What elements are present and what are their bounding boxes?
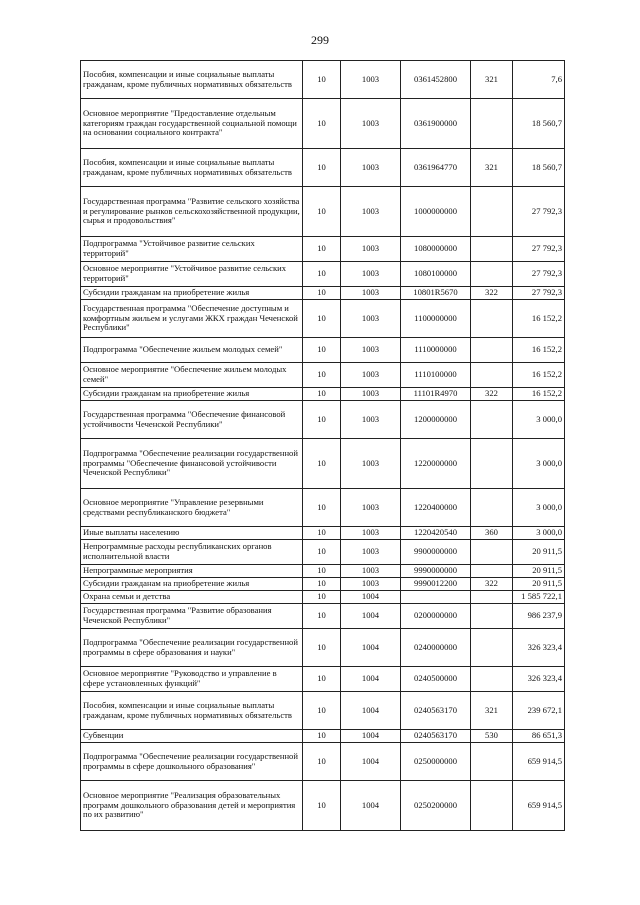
target-article-cell: 9990000000 bbox=[401, 565, 471, 578]
section-code-cell: 10 bbox=[303, 591, 341, 604]
target-article-cell: 9990012200 bbox=[401, 578, 471, 591]
table-row bbox=[81, 692, 565, 730]
expense-type-cell bbox=[471, 99, 513, 149]
expense-type-cell: 321 bbox=[471, 61, 513, 99]
target-article-cell: 11101R4970 bbox=[401, 388, 471, 401]
amount-cell: 27 792,3 bbox=[513, 262, 565, 287]
expense-type-cell bbox=[471, 401, 513, 439]
subsection-code-cell: 1004 bbox=[341, 629, 401, 667]
section-code-cell: 10 bbox=[303, 565, 341, 578]
amount-cell: 239 672,1 bbox=[513, 692, 565, 730]
section-code-cell: 10 bbox=[303, 604, 341, 629]
target-article-cell: 1220400000 bbox=[401, 489, 471, 527]
item-name-cell: Субсидии гражданам на приобретение жилья bbox=[81, 578, 303, 591]
table-row bbox=[81, 591, 565, 604]
expense-type-cell: 530 bbox=[471, 730, 513, 743]
subsection-code-cell: 1003 bbox=[341, 401, 401, 439]
table-row bbox=[81, 578, 565, 591]
table-row bbox=[81, 489, 565, 527]
subsection-code-cell: 1003 bbox=[341, 187, 401, 237]
expense-type-cell bbox=[471, 743, 513, 781]
expense-type-cell bbox=[471, 439, 513, 489]
amount-cell: 3 000,0 bbox=[513, 439, 565, 489]
section-code-cell: 10 bbox=[303, 187, 341, 237]
target-article-cell: 0240563170 bbox=[401, 730, 471, 743]
amount-cell: 326 323,4 bbox=[513, 629, 565, 667]
target-article-cell: 1220420540 bbox=[401, 527, 471, 540]
section-code-cell: 10 bbox=[303, 401, 341, 439]
amount-cell: 20 911,5 bbox=[513, 565, 565, 578]
section-code-cell: 10 bbox=[303, 300, 341, 338]
item-name-cell: Подпрограмма "Обеспечение жильем молодых семей" bbox=[81, 338, 303, 363]
section-code-cell: 10 bbox=[303, 99, 341, 149]
table-row bbox=[81, 388, 565, 401]
amount-cell: 27 792,3 bbox=[513, 237, 565, 262]
expense-type-cell bbox=[471, 540, 513, 565]
target-article-cell: 0250200000 bbox=[401, 781, 471, 831]
section-code-cell: 10 bbox=[303, 667, 341, 692]
target-article-cell: 1080000000 bbox=[401, 237, 471, 262]
target-article-cell: 1000000000 bbox=[401, 187, 471, 237]
table-row bbox=[81, 565, 565, 578]
section-code-cell: 10 bbox=[303, 540, 341, 565]
expense-type-cell: 360 bbox=[471, 527, 513, 540]
target-article-cell: 1200000000 bbox=[401, 401, 471, 439]
amount-cell: 20 911,5 bbox=[513, 578, 565, 591]
table-row bbox=[81, 604, 565, 629]
item-name-cell: Подпрограмма "Обеспечение реализации государственной программы в сфере дошкольного образования" bbox=[81, 743, 303, 781]
table-row bbox=[81, 99, 565, 149]
section-code-cell: 10 bbox=[303, 149, 341, 187]
item-name-cell: Государственная программа "Обеспечение финансовой устойчивости Чеченской Республики" bbox=[81, 401, 303, 439]
item-name-cell: Субсидии гражданам на приобретение жилья bbox=[81, 287, 303, 300]
subsection-code-cell: 1004 bbox=[341, 730, 401, 743]
subsection-code-cell: 1004 bbox=[341, 591, 401, 604]
expense-type-cell bbox=[471, 667, 513, 692]
item-name-cell: Государственная программа "Развитие образования Чеченской Республики" bbox=[81, 604, 303, 629]
subsection-code-cell: 1003 bbox=[341, 99, 401, 149]
amount-cell: 16 152,2 bbox=[513, 300, 565, 338]
item-name-cell: Иные выплаты населению bbox=[81, 527, 303, 540]
subsection-code-cell: 1004 bbox=[341, 743, 401, 781]
subsection-code-cell: 1003 bbox=[341, 237, 401, 262]
subsection-code-cell: 1003 bbox=[341, 149, 401, 187]
table-row bbox=[81, 527, 565, 540]
section-code-cell: 10 bbox=[303, 338, 341, 363]
table-row bbox=[81, 149, 565, 187]
item-name-cell: Основное мероприятие "Устойчивое развитие сельских территорий" bbox=[81, 262, 303, 287]
amount-cell: 16 152,2 bbox=[513, 388, 565, 401]
subsection-code-cell: 1003 bbox=[341, 439, 401, 489]
expense-type-cell bbox=[471, 187, 513, 237]
item-name-cell: Государственная программа "Развитие сельского хозяйства и регулирование рынков сельскохозяйственной продукции, сырья и продовольствия" bbox=[81, 187, 303, 237]
table-row bbox=[81, 781, 565, 831]
target-article-cell: 0240563170 bbox=[401, 692, 471, 730]
page-number: 299 bbox=[311, 33, 329, 47]
target-article-cell: 1110100000 bbox=[401, 363, 471, 388]
subsection-code-cell: 1003 bbox=[341, 565, 401, 578]
subsection-code-cell: 1003 bbox=[341, 540, 401, 565]
target-article-cell bbox=[401, 591, 471, 604]
amount-cell: 3 000,0 bbox=[513, 489, 565, 527]
section-code-cell: 10 bbox=[303, 743, 341, 781]
amount-cell: 16 152,2 bbox=[513, 338, 565, 363]
section-code-cell: 10 bbox=[303, 363, 341, 388]
subsection-code-cell: 1003 bbox=[341, 527, 401, 540]
expense-type-cell: 322 bbox=[471, 287, 513, 300]
subsection-code-cell: 1003 bbox=[341, 61, 401, 99]
section-code-cell: 10 bbox=[303, 730, 341, 743]
table-row bbox=[81, 730, 565, 743]
section-code-cell: 10 bbox=[303, 237, 341, 262]
amount-cell: 86 651,3 bbox=[513, 730, 565, 743]
amount-cell: 7,6 bbox=[513, 61, 565, 99]
item-name-cell: Государственная программа "Обеспечение доступным и комфортным жильем и услугами ЖКХ граждан Чеченской Республики" bbox=[81, 300, 303, 338]
section-code-cell: 10 bbox=[303, 578, 341, 591]
table-row bbox=[81, 439, 565, 489]
item-name-cell: Охрана семьи и детства bbox=[81, 591, 303, 604]
amount-cell: 1 585 722,1 bbox=[513, 591, 565, 604]
expense-type-cell bbox=[471, 338, 513, 363]
subsection-code-cell: 1003 bbox=[341, 287, 401, 300]
expense-type-cell bbox=[471, 781, 513, 831]
target-article-cell: 0361900000 bbox=[401, 99, 471, 149]
expense-type-cell: 321 bbox=[471, 692, 513, 730]
subsection-code-cell: 1003 bbox=[341, 489, 401, 527]
table-row bbox=[81, 667, 565, 692]
table-row bbox=[81, 629, 565, 667]
item-name-cell: Основное мероприятие "Руководство и управление в сфере установленных функций" bbox=[81, 667, 303, 692]
item-name-cell: Подпрограмма "Обеспечение реализации государственной программы "Обеспечение финансовой устойчивости Чеченской Республики" bbox=[81, 439, 303, 489]
target-article-cell: 1220000000 bbox=[401, 439, 471, 489]
amount-cell: 27 792,3 bbox=[513, 287, 565, 300]
target-article-cell: 0200000000 bbox=[401, 604, 471, 629]
amount-cell: 986 237,9 bbox=[513, 604, 565, 629]
table-row bbox=[81, 401, 565, 439]
amount-cell: 3 000,0 bbox=[513, 401, 565, 439]
target-article-cell: 1110000000 bbox=[401, 338, 471, 363]
item-name-cell: Пособия, компенсации и иные социальные выплаты гражданам, кроме публичных нормативных обязательств bbox=[81, 61, 303, 99]
section-code-cell: 10 bbox=[303, 262, 341, 287]
subsection-code-cell: 1004 bbox=[341, 604, 401, 629]
subsection-code-cell: 1003 bbox=[341, 338, 401, 363]
target-article-cell: 9900000000 bbox=[401, 540, 471, 565]
subsection-code-cell: 1004 bbox=[341, 692, 401, 730]
section-code-cell: 10 bbox=[303, 781, 341, 831]
expense-type-cell bbox=[471, 363, 513, 388]
subsection-code-cell: 1004 bbox=[341, 667, 401, 692]
section-code-cell: 10 bbox=[303, 527, 341, 540]
expense-type-cell bbox=[471, 565, 513, 578]
amount-cell: 18 560,7 bbox=[513, 149, 565, 187]
table-row bbox=[81, 300, 565, 338]
item-name-cell: Субсидии гражданам на приобретение жилья bbox=[81, 388, 303, 401]
amount-cell: 326 323,4 bbox=[513, 667, 565, 692]
section-code-cell: 10 bbox=[303, 439, 341, 489]
item-name-cell: Непрограммные расходы республиканских органов исполнительной власти bbox=[81, 540, 303, 565]
section-code-cell: 10 bbox=[303, 287, 341, 300]
table-row bbox=[81, 338, 565, 363]
subsection-code-cell: 1003 bbox=[341, 388, 401, 401]
amount-cell: 3 000,0 bbox=[513, 527, 565, 540]
section-code-cell: 10 bbox=[303, 629, 341, 667]
expense-type-cell bbox=[471, 489, 513, 527]
target-article-cell: 0240000000 bbox=[401, 629, 471, 667]
subsection-code-cell: 1003 bbox=[341, 578, 401, 591]
table-row bbox=[81, 540, 565, 565]
amount-cell: 16 152,2 bbox=[513, 363, 565, 388]
section-code-cell: 10 bbox=[303, 388, 341, 401]
expense-type-cell: 321 bbox=[471, 149, 513, 187]
target-article-cell: 10801R5670 bbox=[401, 287, 471, 300]
target-article-cell: 0240500000 bbox=[401, 667, 471, 692]
table-row bbox=[81, 743, 565, 781]
target-article-cell: 0361964770 bbox=[401, 149, 471, 187]
item-name-cell: Пособия, компенсации и иные социальные выплаты гражданам, кроме публичных нормативных обязательств bbox=[81, 692, 303, 730]
expense-type-cell bbox=[471, 237, 513, 262]
item-name-cell: Подпрограмма "Устойчивое развитие сельских территорий" bbox=[81, 237, 303, 262]
table-row bbox=[81, 187, 565, 237]
target-article-cell: 1080100000 bbox=[401, 262, 471, 287]
amount-cell: 659 914,5 bbox=[513, 743, 565, 781]
table-row bbox=[81, 363, 565, 388]
subsection-code-cell: 1003 bbox=[341, 363, 401, 388]
expense-type-cell bbox=[471, 591, 513, 604]
section-code-cell: 10 bbox=[303, 692, 341, 730]
table-row bbox=[81, 237, 565, 262]
amount-cell: 20 911,5 bbox=[513, 540, 565, 565]
table-row bbox=[81, 262, 565, 287]
item-name-cell: Основное мероприятие "Управление резервными средствами республиканского бюджета" bbox=[81, 489, 303, 527]
item-name-cell: Основное мероприятие "Обеспечение жильем молодых семей" bbox=[81, 363, 303, 388]
item-name-cell: Подпрограмма "Обеспечение реализации государственной программы в сфере образования и науки" bbox=[81, 629, 303, 667]
expense-type-cell bbox=[471, 604, 513, 629]
amount-cell: 27 792,3 bbox=[513, 187, 565, 237]
item-name-cell: Основное мероприятие "Реализация образовательных программ дошкольного образования детей и мероприятия по их развитию" bbox=[81, 781, 303, 831]
expense-type-cell bbox=[471, 629, 513, 667]
budget-table-body bbox=[81, 61, 565, 831]
expense-type-cell: 322 bbox=[471, 388, 513, 401]
item-name-cell: Основное мероприятие "Предоставление отдельным категориям граждан государственной социальной помощи на основании социального контракта" bbox=[81, 99, 303, 149]
section-code-cell: 10 bbox=[303, 61, 341, 99]
amount-cell: 18 560,7 bbox=[513, 99, 565, 149]
amount-cell: 659 914,5 bbox=[513, 781, 565, 831]
table-row bbox=[81, 287, 565, 300]
expense-type-cell: 322 bbox=[471, 578, 513, 591]
item-name-cell: Субвенции bbox=[81, 730, 303, 743]
item-name-cell: Пособия, компенсации и иные социальные выплаты гражданам, кроме публичных нормативных обязательств bbox=[81, 149, 303, 187]
target-article-cell: 1100000000 bbox=[401, 300, 471, 338]
subsection-code-cell: 1003 bbox=[341, 262, 401, 287]
expense-type-cell bbox=[471, 262, 513, 287]
section-code-cell: 10 bbox=[303, 489, 341, 527]
budget-table bbox=[80, 60, 565, 831]
subsection-code-cell: 1003 bbox=[341, 300, 401, 338]
expense-type-cell bbox=[471, 300, 513, 338]
table-row bbox=[81, 61, 565, 99]
target-article-cell: 0250000000 bbox=[401, 743, 471, 781]
subsection-code-cell: 1004 bbox=[341, 781, 401, 831]
target-article-cell: 0361452800 bbox=[401, 61, 471, 99]
item-name-cell: Непрограммные мероприятия bbox=[81, 565, 303, 578]
